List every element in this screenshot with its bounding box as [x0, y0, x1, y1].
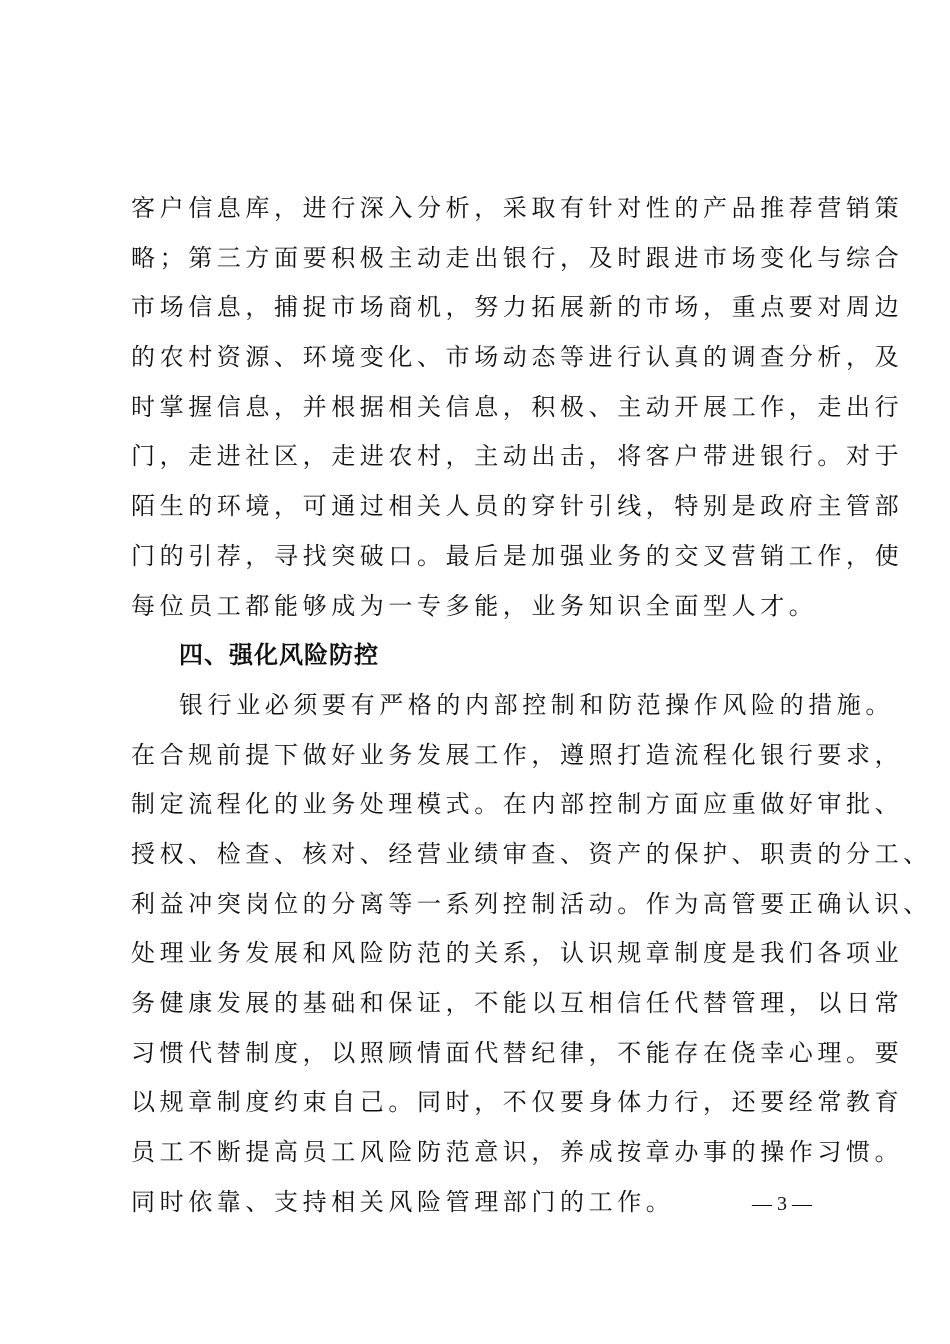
text-line: 在合规前提下做好业务发展工作，遵照打造流程化银行要求， [131, 740, 904, 769]
page-number: — 3 — [752, 1193, 812, 1215]
section-heading: 四、强化风险防控 [179, 641, 379, 670]
text-line: 授权、检查、核对、经营业绩审查、资产的保护、职责的分工、 [131, 839, 932, 868]
text-line: 每位员工都能够成为一专多能，业务知识全面型人才。 [131, 591, 818, 620]
text-line: 略；第三方面要积极主动走出银行，及时跟进市场变化与综合 [131, 243, 904, 272]
text-line: 门的引荐，寻找突破口。最后是加强业务的交叉营销工作，使 [131, 541, 904, 570]
text-line: 制定流程化的业务处理模式。在内部控制方面应重做好审批、 [131, 790, 904, 819]
text-line: 员工不断提高员工风险防范意识，养成按章办事的操作习惯。 [131, 1138, 904, 1167]
text-line: 门，走进社区，走进农村，主动出击，将客户带进银行。对于 [131, 442, 904, 471]
paragraph-first-line: 银行业必须要有严格的内部控制和防范操作风险的措施。 [179, 690, 894, 719]
text-line: 以规章制度约束自己。同时，不仅要身体力行，还要经常教育 [131, 1088, 904, 1117]
text-line: 利益冲突岗位的分离等一系列控制活动。作为高管要正确认识、 [131, 889, 932, 918]
body-text [131, 184, 932, 1227]
text-line: 习惯代替制度，以照顾情面代替纪律，不能存在侥幸心理。要 [131, 1038, 904, 1067]
text-line: 务健康发展的基础和保证，不能以互相信任代替管理，以日常 [131, 989, 904, 1017]
text-line: 时掌握信息，并根据相关信息，积极、主动开展工作，走出行 [131, 392, 904, 421]
text-line: 同时依靠、支持相关风险管理部门的工作。 [131, 1187, 675, 1216]
text-line: 陌生的环境，可通过相关人员的穿针引线，特别是政府主管部 [131, 492, 904, 521]
text-line: 处理业务发展和风险防范的关系，认识规章制度是我们各项业 [131, 939, 904, 968]
text-line: 客户信息库，进行深入分析，采取有针对性的产品推荐营销策 [131, 194, 904, 222]
text-line: 市场信息，捕捉市场商机，努力拓展新的市场，重点要对周边 [131, 293, 904, 322]
text-line: 的农村资源、环境变化、市场动态等进行认真的调查分析，及 [131, 343, 904, 372]
